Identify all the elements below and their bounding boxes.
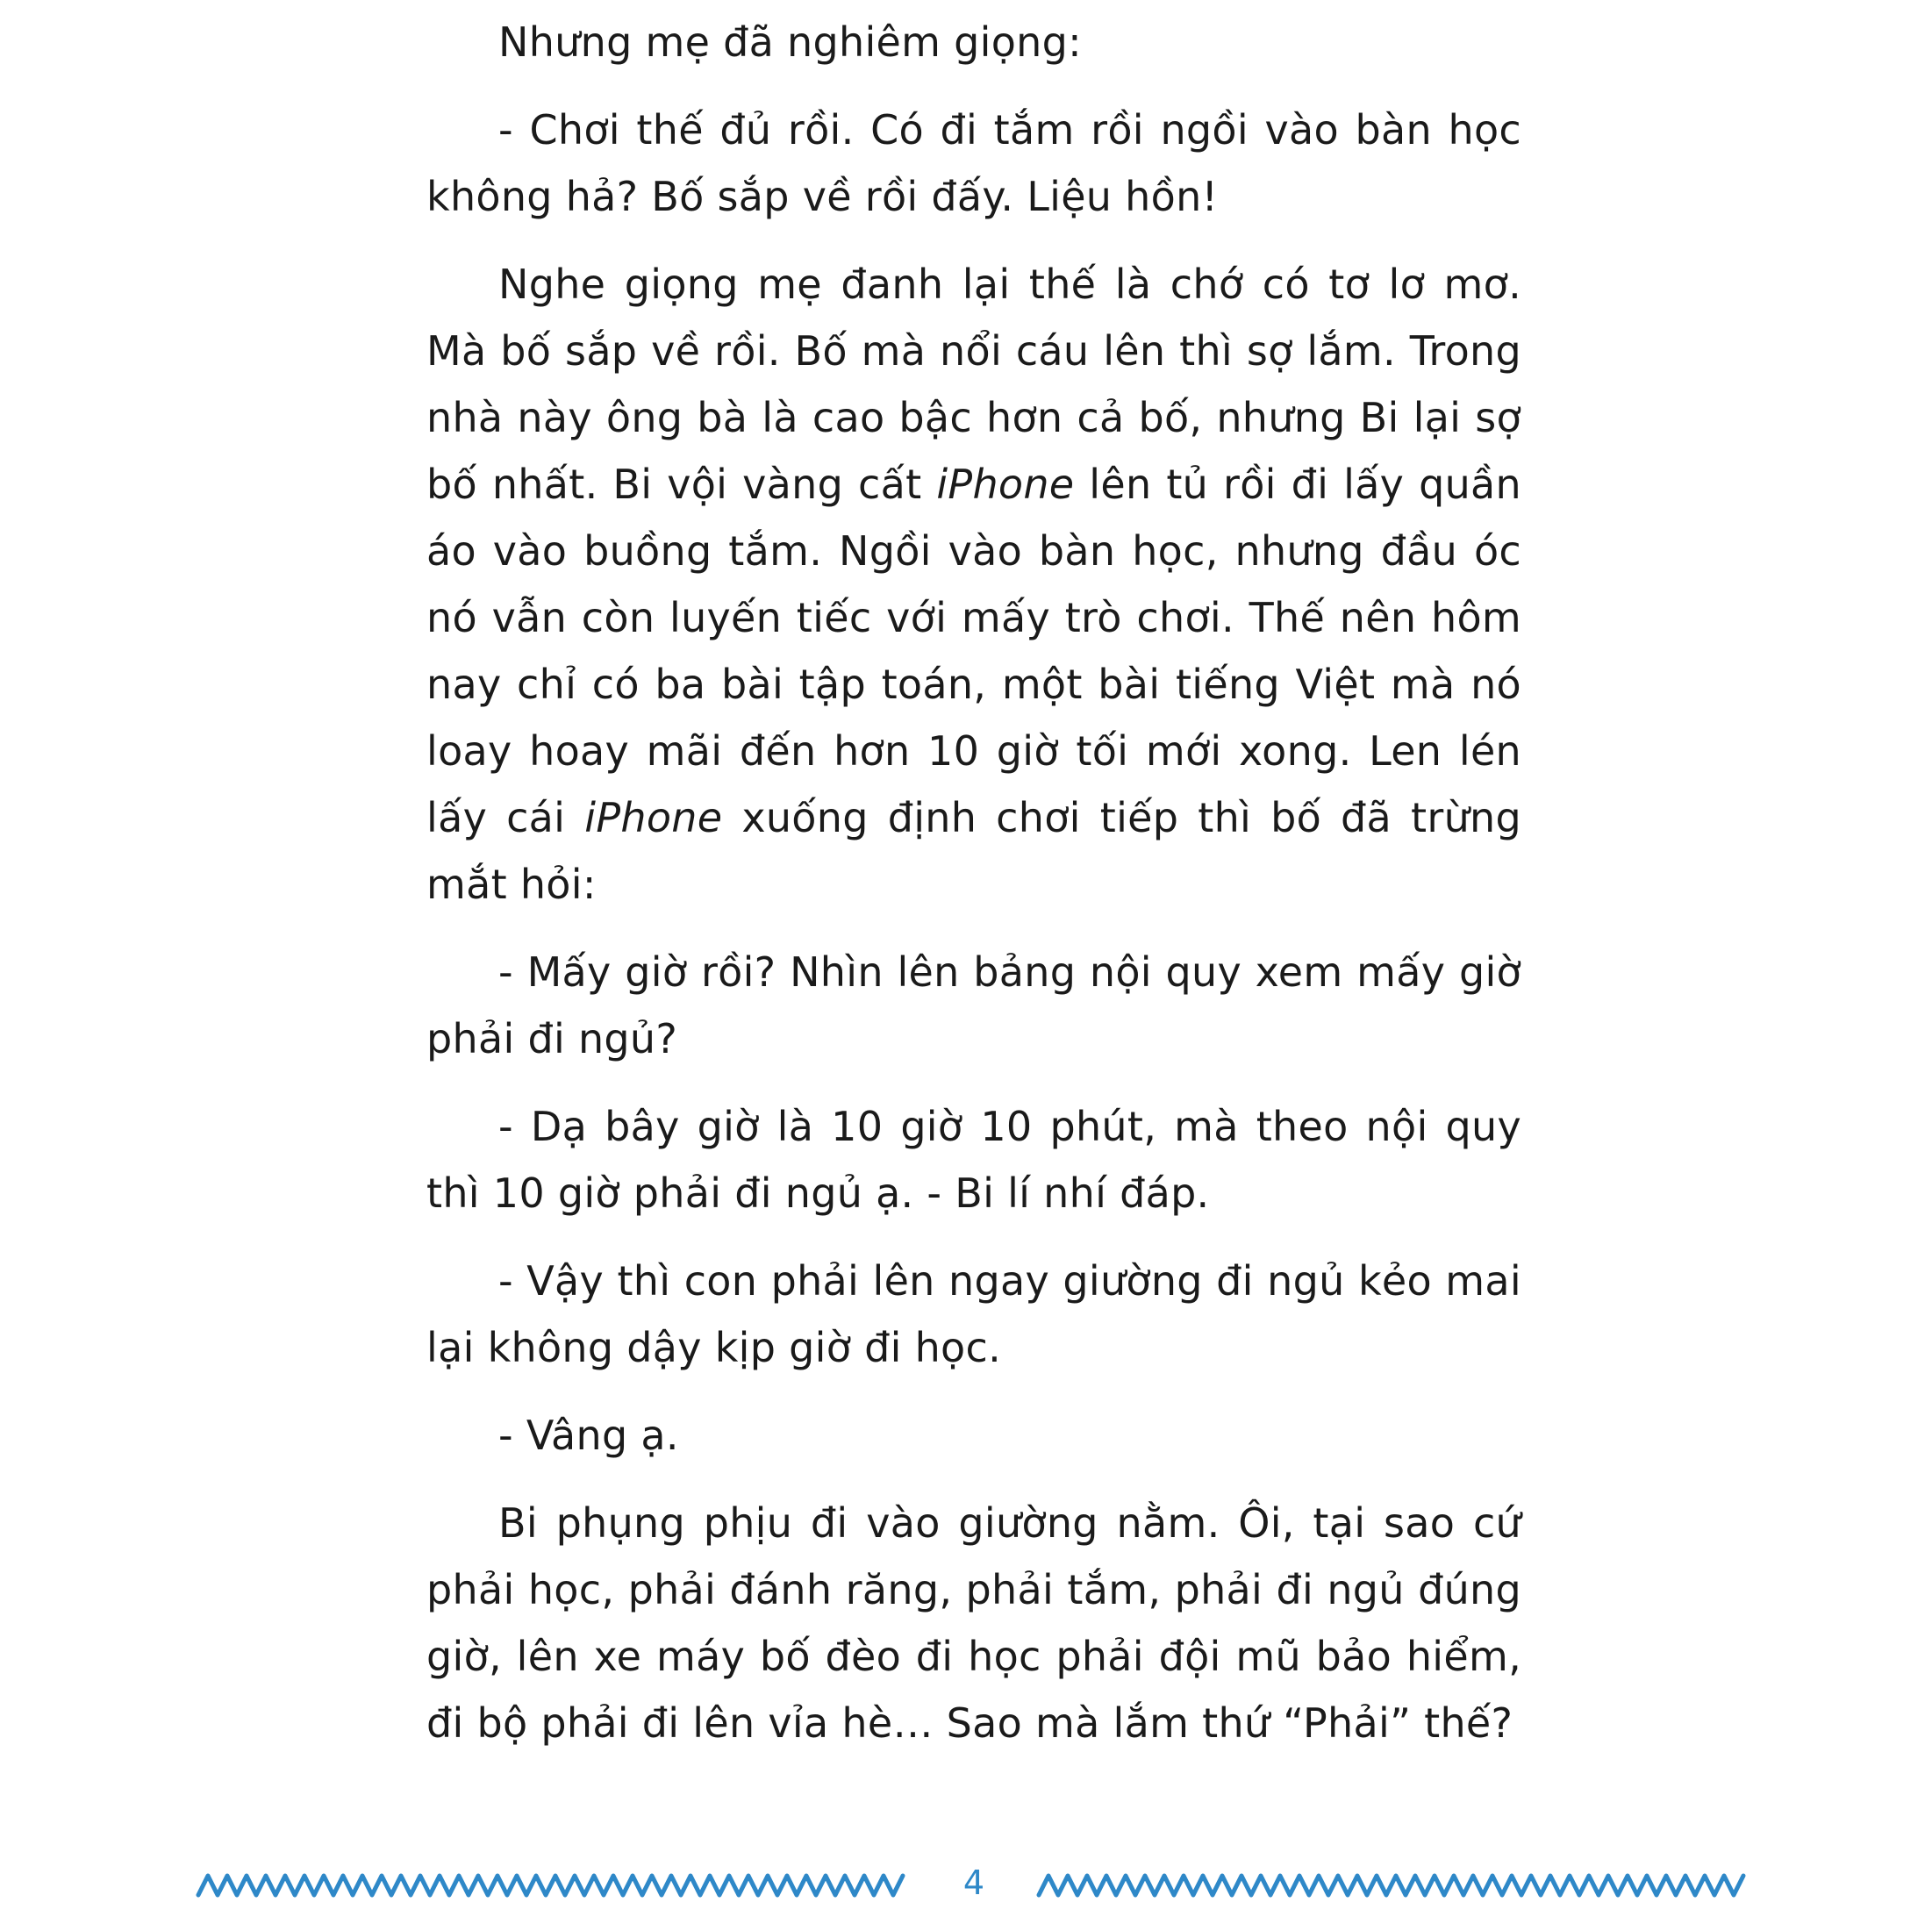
paragraph-6: - Vậy thì con phải lên ngay giường đi ngủ kẻo mai lại không dậy kịp giờ đi học.: [426, 1257, 1521, 1371]
iphone-italic-1: iPhone: [936, 461, 1075, 508]
paragraph-3-part-2: lên tủ rồi đi lấy quần áo vào buồng tắm. Ngồi vào bàn học, nhưng đầu óc nó vẫn còn luyến tiếc với mấy trò chơi. Thế nên hôm nay chỉ có ba bài tập toán, một bài tiếng Việt mà nó loay hoay mãi đến hơn 10 giờ tối mới xong. Len lén lấy cái: [426, 461, 1521, 841]
paragraph-5: - Dạ bây giờ là 10 giờ 10 phút, mà theo nội quy thì 10 giờ phải đi ngủ ạ. - Bi lí nhí đáp.: [426, 1103, 1521, 1217]
paragraph-2: - Chơi thế đủ rồi. Có đi tắm rồi ngồi vào bàn học không hả? Bố sắp về rồi đấy. Liệu hồn!: [426, 106, 1521, 220]
paragraph-1: Nhưng mẹ đã nghiêm giọng:: [498, 18, 1082, 66]
paragraph-3: [426, 251, 1521, 918]
paragraph-4: - Mấy giờ rồi? Nhìn lên bảng nội quy xem mấy giờ phải đi ngủ?: [426, 948, 1521, 1062]
body-text: [426, 9, 1521, 1777]
page-footer: [0, 1858, 1932, 1911]
paragraph-8: Bi phụng phịu đi vào giường nằm. Ôi, tại sao cứ phải học, phải đánh răng, phải tắm, phải đi ngủ đúng giờ, lên xe máy bố đèo đi học phải đội mũ bảo hiểm, đi bộ phải đi lên vỉa hè… Sao mà lắm thứ “Phải” thế?: [426, 1499, 1521, 1747]
iphone-italic-2: iPhone: [584, 794, 723, 841]
wave-ornament-left-icon: [195, 1869, 914, 1904]
paragraph-7: - Vâng ạ.: [498, 1412, 679, 1459]
page-number: 4: [962, 1863, 985, 1902]
paragraph-3-part-1: Nghe giọng mẹ đanh lại thế là chớ có tơ lơ mơ. Mà bố sắp về rồi. Bố mà nổi cáu lên thì sợ lắm. Trong nhà này ông bà là cao bậc hơn cả bố, nhưng Bi lại sợ bố nhất. Bi vội vàng cất: [426, 261, 1521, 508]
wave-ornament-right-icon: [1035, 1869, 1755, 1904]
paragraph-3-part-3: xuống định chơi tiếp thì bố đã trừng mắt hỏi:: [426, 794, 1521, 908]
